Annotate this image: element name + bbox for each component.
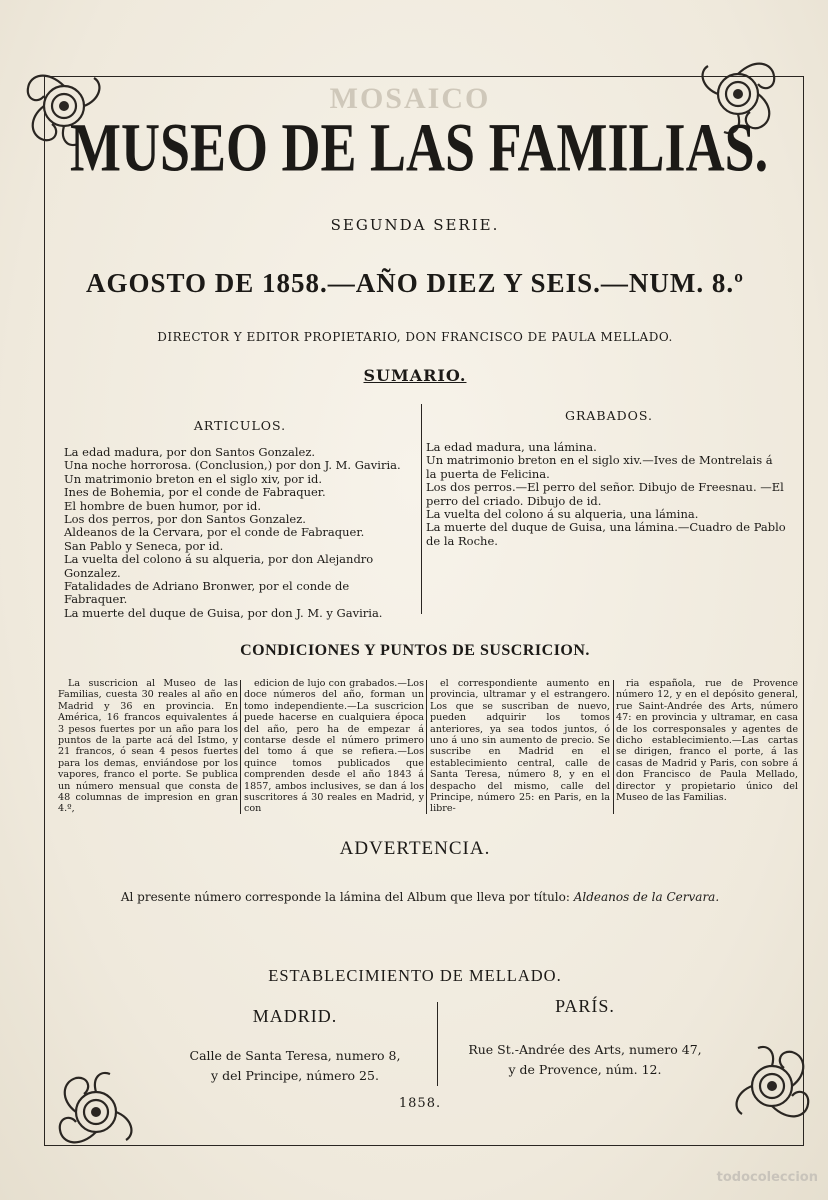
articles-list xyxy=(64,446,416,620)
list-item: Un matrimonio breton en el siglo xiv, por id. xyxy=(64,471,323,486)
list-item: Una noche horrorosa. (Conclusion,) por don J. M. Gaviria. xyxy=(64,458,401,473)
engravings-heading: GRABADOS. xyxy=(565,408,653,423)
summary-column-divider xyxy=(421,404,422,614)
paragraph: La suscricion al Museo de las Familias, cuesta 30 reales al año en Madrid y 36 en provincia. En América, 16 francos equivalentes á 3 pesos fuertes por un año para los puntos de la parte acá del Istmo, y 21 francos, ó sean 4 pesos fuertes para los demas, enviándose por los vapores, franco el porte. Se publica un número mensual que consta de 48 columnas de impresion en gran 4.º, xyxy=(58,678,238,815)
list-item: La edad madura, una lámina. xyxy=(426,440,597,454)
column-divider xyxy=(613,680,614,814)
paris-address xyxy=(440,1040,730,1080)
list-item: Los dos perros, por don Santos Gonzalez. xyxy=(64,512,306,527)
magazine-title: MUSEO DE LAS FAMILIAS. xyxy=(70,109,769,187)
list-item: La muerte del duque de Guisa, por don J. M. y Gaviria. xyxy=(64,605,383,620)
paris-heading: PARÍS. xyxy=(555,996,615,1016)
madrid-address-line-1: Calle de Santa Teresa, numero 8, xyxy=(189,1048,401,1063)
conditions-column-2 xyxy=(244,678,424,815)
conditions-column-3 xyxy=(430,678,610,815)
issue-line: AGOSTO DE 1858.—AÑO DIEZ Y SEIS.—NUM. 8.º xyxy=(85,268,744,298)
list-item: La vuelta del colono á su alqueria, por don Alejandro Gonzalez. xyxy=(64,552,374,580)
album-plate-title: Aldeanos de la Cervara. xyxy=(573,890,720,904)
list-item: La edad madura, por don Santos Gonzalez. xyxy=(64,445,316,459)
paris-address-line-1: Rue St.-Andrée des Arts, numero 47, xyxy=(468,1042,702,1057)
engravings-list xyxy=(426,441,786,548)
list-item: Un matrimonio breton en el siglo xiv.—Ives de Montrelais á la puerta de Felicina. xyxy=(426,453,773,481)
conditions-column-1 xyxy=(58,678,238,815)
list-item: Fatalidades de Adriano Bronwer, por el conde de Fabraquer. xyxy=(64,579,350,607)
publication-year: 1858. xyxy=(398,1096,442,1111)
corner-ornament-bottom-right xyxy=(726,1040,818,1132)
madrid-address-line-2: y del Principe, número 25. xyxy=(211,1068,379,1083)
paragraph: el correspondiente aumento en provincia, ultramar y el estrangero. Los que se suscriban de nuevo, pueden adquirir los tomos anteriores, ya sea todos juntos, ó uno á uno sin aumento de precio. Se suscribe en Madrid en el establecimiento central, calle de Santa Teresa, número 8, y en el despacho del mismo, calle del Principe, número 25: en Paris, en la libre- xyxy=(430,678,610,815)
madrid-address xyxy=(150,1046,440,1086)
establishment-name: ESTABLECIMIENTO DE MELLADO. xyxy=(268,966,562,985)
list-item: Ines de Bohemia, por el conde de Fabraquer. xyxy=(64,485,326,500)
paragraph: ria española, rue de Provence número 12, y en el depósito general, rue Saint-Andrée des Arts, número 47: en provincia y ultramar, en casa de los corresponsales y agentes de dicho establecimiento.—Las cartas se dirigen, franco el porte, á las casas de Madrid y Paris, con sobre á don Francisco de Paula Mellado, director y propietario único del Museo de las Familias. xyxy=(616,678,798,804)
list-item: Aldeanos de la Cervara, por el conde de Fabraquer. xyxy=(64,525,365,540)
advertencia-heading: ADVERTENCIA. xyxy=(339,838,491,859)
series-label: SEGUNDA SERIE. xyxy=(330,216,500,234)
summary-heading: SUMARIO. xyxy=(363,366,467,385)
advertencia-body: Al presente número corresponde la lámina del Album que lleva por título: xyxy=(120,890,574,904)
watermark: todocoleccion xyxy=(716,1170,818,1185)
advertencia-text xyxy=(60,890,780,904)
director-line: DIRECTOR Y EDITOR PROPIETARIO, DON FRANCISCO DE PAULA MELLADO. xyxy=(157,330,673,344)
madrid-heading: MADRID. xyxy=(252,1006,338,1026)
bleed-through-text: MOSAICO xyxy=(329,82,491,115)
list-item: La vuelta del colono á su alqueria, una lámina. xyxy=(426,507,699,522)
conditions-heading: CONDICIONES Y PUNTOS DE SUSCRICION. xyxy=(240,642,590,659)
conditions-column-4 xyxy=(616,678,798,803)
column-divider xyxy=(426,680,427,814)
list-item: El hombre de buen humor, por id. xyxy=(64,498,262,513)
articles-heading: ARTICULOS. xyxy=(193,418,287,433)
list-item: La muerte del duque de Guisa, una lámina.—Cuadro de Pablo de la Roche. xyxy=(426,520,786,548)
paris-address-line-2: y de Provence, núm. 12. xyxy=(508,1062,662,1077)
list-item: Los dos perros.—El perro del señor. Dibujo de Freesnau. —El perro del criado. Dibujo de id. xyxy=(426,480,784,508)
corner-ornament-bottom-left xyxy=(50,1066,142,1158)
column-divider xyxy=(240,680,241,814)
list-item: San Pablo y Seneca, por id. xyxy=(64,538,224,553)
paragraph: edicion de lujo con grabados.—Los doce números del año, forman un tomo independiente.—La suscricion puede hacerse en cualquiera época del año, pero ha de empezar á contarse desde el número primero del tomo á que se refiera.—Los quince tomos publicados que comprenden desde el año 1843 á 1857, ambos inclusives, se dan á los suscritores á 30 reales en Madrid, y con xyxy=(244,678,424,815)
